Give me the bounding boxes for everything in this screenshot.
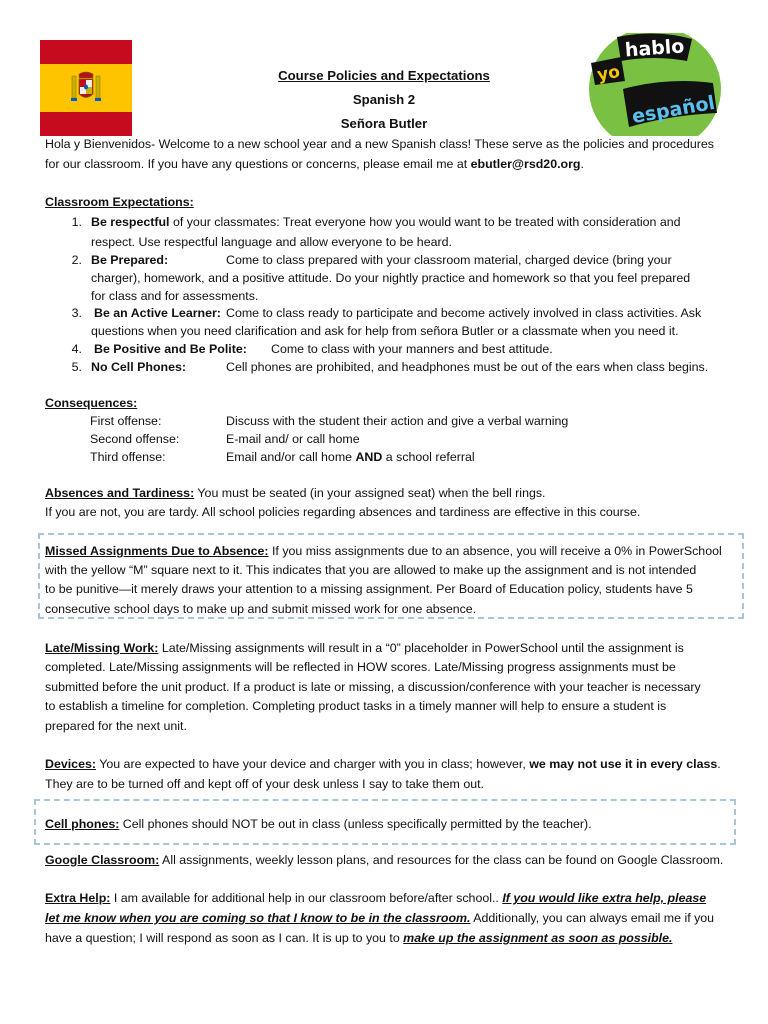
absences-heading: Absences and Tardiness: bbox=[45, 486, 195, 500]
logo-speech-bubble-hablo bbox=[617, 33, 692, 61]
offense-label: Third offense: bbox=[90, 450, 166, 464]
offense-action: Email and/or call home AND a school referral bbox=[226, 450, 475, 464]
help-line-1: Extra Help: I am available for additional help in our classroom before/after school.. If you would like extra help, please bbox=[45, 891, 707, 905]
expectations-heading: Classroom Expectations: bbox=[45, 195, 194, 209]
offense-label: Second offense: bbox=[90, 432, 180, 446]
intro-line-2: for our classroom. If you have any questions or concerns, please email me at ebutler@rsd20.org. bbox=[45, 157, 584, 171]
list-number: 5. bbox=[71, 360, 82, 374]
list-item-continued: for class and for assessments. bbox=[91, 289, 259, 303]
late-line-1: Late/Missing Work: Late/Missing assignments will result in a “0” placeholder in PowerSchool until the assignment is bbox=[45, 641, 684, 655]
list-item-label: Be Prepared: bbox=[91, 253, 169, 267]
list-number: 3. bbox=[71, 306, 82, 320]
missed-heading: Missed Assignments Due to Absence: bbox=[45, 544, 269, 558]
offense-label: First offense: bbox=[90, 414, 162, 428]
late-line-4: to establish a timeline for completion. Completing product tasks in a timely manner will help to ensure a student is bbox=[45, 699, 667, 713]
devices-line-2: They are to be turned off and kept off of your desk unless I say to take them out. bbox=[45, 777, 484, 791]
logo-word-espanol: español bbox=[630, 91, 717, 129]
contact-email[interactable]: ebutler@rsd20.org bbox=[470, 157, 581, 171]
missed-line-2: with the yellow “M” square next to it. This indicates that you are allowed to make up the assignment and is not intended bbox=[45, 563, 697, 577]
missed-line-3: to be punitive—it merely draws your attention to a missing assignment. Per Board of Education policy, students have 5 bbox=[45, 582, 693, 596]
consequences-heading: Consequences: bbox=[45, 396, 138, 410]
list-item-label: Be an Active Learner: bbox=[94, 306, 221, 320]
late-line-3: submitted before the unit product. If a product is late or missing, a discussion/conference with your teacher is necessary bbox=[45, 680, 701, 694]
missed-line-4: consecutive school days to make up and submit missed work for one absence. bbox=[45, 602, 477, 616]
logo-word-hablo: hablo bbox=[624, 35, 686, 62]
late-heading: Late/Missing Work: bbox=[45, 641, 159, 655]
late-line-2: completed. Late/Missing assignments will be reflected in HOW scores. Late/Missing progress assignments must be bbox=[45, 660, 676, 674]
list-item-continued: charger), homework, and a positive attitude. Do your nightly practice and homework so that you feel prepared bbox=[91, 271, 691, 285]
cell-heading: Cell phones: bbox=[45, 817, 120, 831]
list-item-label: No Cell Phones: bbox=[91, 360, 187, 374]
google-classroom-line: Google Classroom: All assignments, weekly lesson plans, and resources for the class can be found on Google Classroom. bbox=[45, 853, 724, 867]
missed-line-1: Missed Assignments Due to Absence: If you miss assignments due to an absence, you will receive a 0% in PowerSchool bbox=[45, 544, 722, 558]
offense-action: E-mail and/ or call home bbox=[226, 432, 360, 446]
offense-action: Discuss with the student their action and give a verbal warning bbox=[226, 414, 569, 428]
course-name: Spanish 2 bbox=[352, 92, 416, 107]
google-heading: Google Classroom: bbox=[45, 853, 160, 867]
help-line-3: have a question; I will respond as soon as I can. It is up to you to make up the assignment as soon as possible. bbox=[45, 931, 673, 945]
teacher-name: Señora Butler bbox=[340, 116, 428, 131]
late-line-5: prepared for the next unit. bbox=[45, 719, 187, 733]
cell-phones-line: Cell phones: Cell phones should NOT be out in class (unless specifically permitted by the teacher). bbox=[45, 817, 592, 831]
list-number: 1. bbox=[71, 215, 82, 229]
list-number: 4. bbox=[71, 342, 82, 356]
devices-line-1: Devices: You are expected to have your device and charger with you in class; however, we may not use it in every class. bbox=[45, 757, 721, 771]
list-item-continued: respect. Use respectful language and allow everyone to be heard. bbox=[91, 235, 452, 249]
list-item-text: Come to class ready to participate and become actively involved in class activities. Ask bbox=[226, 306, 702, 320]
list-number: 2. bbox=[71, 253, 82, 267]
list-item-text: Come to class prepared with your classroom material, charged device (bring your bbox=[226, 253, 672, 267]
logo-word-yo: yo bbox=[595, 61, 622, 86]
help-line-2: let me know when you are coming so that I know to be in the classroom. Additionally, you can always email me if you bbox=[45, 911, 715, 925]
list-item-text: Cell phones are prohibited, and headphones must be out of the ears when class begins. bbox=[226, 360, 709, 374]
absences-line-2: If you are not, you are tardy. All school policies regarding absences and tardiness are effective in this course. bbox=[45, 505, 641, 519]
page-title: Course Policies and Expectations bbox=[278, 68, 490, 83]
intro-line-1: Hola y Bienvenidos- Welcome to a new school year and a new Spanish class! These serve as the policies and procedures bbox=[45, 137, 715, 151]
absences-line-1: Absences and Tardiness: You must be seated (in your assigned seat) when the bell rings. bbox=[45, 486, 546, 500]
list-item-continued: questions when you need clarification and ask for help from señora Butler or a classmate when you need it. bbox=[91, 324, 679, 338]
list-item-text: Come to class with your manners and best attitude. bbox=[271, 342, 553, 356]
devices-heading: Devices: bbox=[45, 757, 96, 771]
list-item-label: Be Positive and Be Polite: bbox=[94, 342, 247, 356]
help-heading: Extra Help: bbox=[45, 891, 111, 905]
list-item: Be respectful of your classmates: Treat everyone how you would want to be treated with consideration and bbox=[91, 215, 681, 229]
